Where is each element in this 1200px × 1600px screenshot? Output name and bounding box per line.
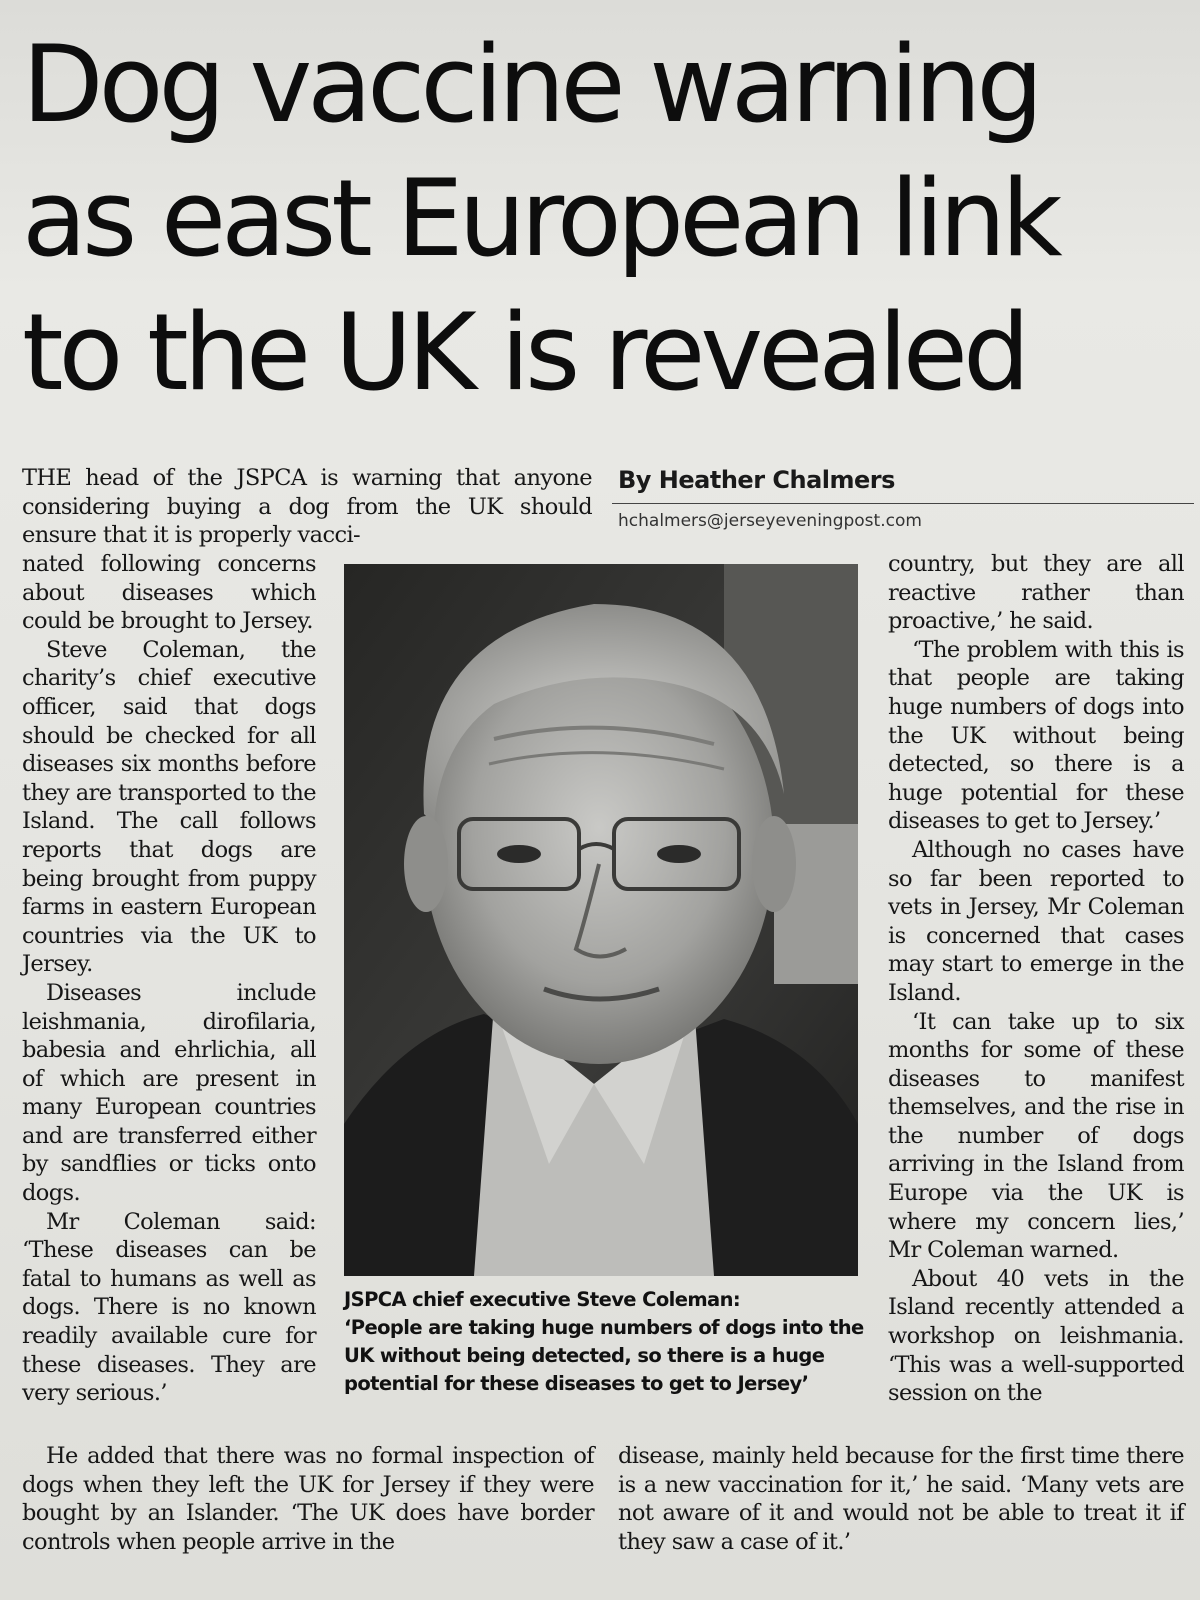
paragraph: ‘It can take up to six months for some of these diseases to manifest themselves, and the rise in the number of dogs arriving in the Island from Europe via the UK is where my concern lies,’ Mr Coleman warned. [888, 1008, 1184, 1264]
portrait-photo-art [344, 564, 858, 1276]
paragraph: Diseases include leishmania, dirofilaria, babesia and ehrlichia, all of which are present in many European countries and are transferred either by sandflies or ticks onto dogs. [22, 979, 316, 1207]
paragraph: Steve Coleman, the charity’s chief executive officer, said that dogs should be checked for all diseases six months before they are transported to the Island. The call follows reports that dogs are being brought from puppy farms in eastern European countries via the UK to Jersey. [22, 636, 316, 978]
caption-title: JSPCA chief executive Steve Coleman: [344, 1288, 741, 1311]
photo-caption [344, 1286, 864, 1398]
paragraph: nated following concerns about diseases which could be brought to Jersey. [22, 551, 316, 635]
article-column-left [22, 550, 316, 1408]
headline [22, 18, 1182, 420]
headline-line-1: Dog vaccine warning [22, 23, 1039, 146]
paragraph: disease, mainly held because for the first time there is a new vaccination for it,’ he said. ‘Many vets are not aware of it and would not be able to treat it if they saw a case of it.’ [618, 1443, 1184, 1555]
article-column-right [888, 550, 1184, 1408]
paragraph: ‘The problem with this is that people are taking huge numbers of dogs into the UK without being detected, so there is a huge potential for these diseases to get to Jersey.’ [888, 636, 1184, 835]
article-tail-right [618, 1442, 1184, 1556]
lead-paragraph: THE head of the JSPCA is warning that anyone considering buying a dog from the UK should ensure that it is properly vacci- [22, 465, 592, 549]
byline-author: By Heather Chalmers [618, 466, 895, 494]
paragraph: Mr Coleman said: ‘These diseases can be fatal to humans as well as dogs. There is no known readily available cure for these diseases. They are very serious.’ [22, 1208, 316, 1407]
paragraph: country, but they are all reactive rather than proactive,’ he said. [888, 551, 1184, 635]
article-tail-left [22, 1442, 594, 1556]
portrait-photo [344, 564, 858, 1276]
caption-quote: ‘People are taking huge numbers of dogs into the UK without being detected, so there is a huge potential for these diseases to get to Jersey’ [344, 1316, 864, 1395]
paragraph: About 40 vets in the Island recently attended a workshop on leishmania. ‘This was a well-supported session on the [888, 1265, 1184, 1407]
article-lead [22, 464, 592, 550]
paragraph: He added that there was no formal inspection of dogs when they left the UK for Jersey if they were bought by an Islander. ‘The UK does have border controls when people arrive in the [22, 1443, 594, 1555]
byline-email: hchalmers@jerseyeveningpost.com [618, 511, 922, 531]
paragraph: Although no cases have so far been reported to vets in Jersey, Mr Coleman is concerned that cases may start to emerge in the Island. [888, 836, 1184, 1006]
byline-rule [612, 503, 1194, 504]
headline-line-3: to the UK is revealed [22, 291, 1026, 414]
headline-line-2: as east European link [22, 157, 1058, 280]
